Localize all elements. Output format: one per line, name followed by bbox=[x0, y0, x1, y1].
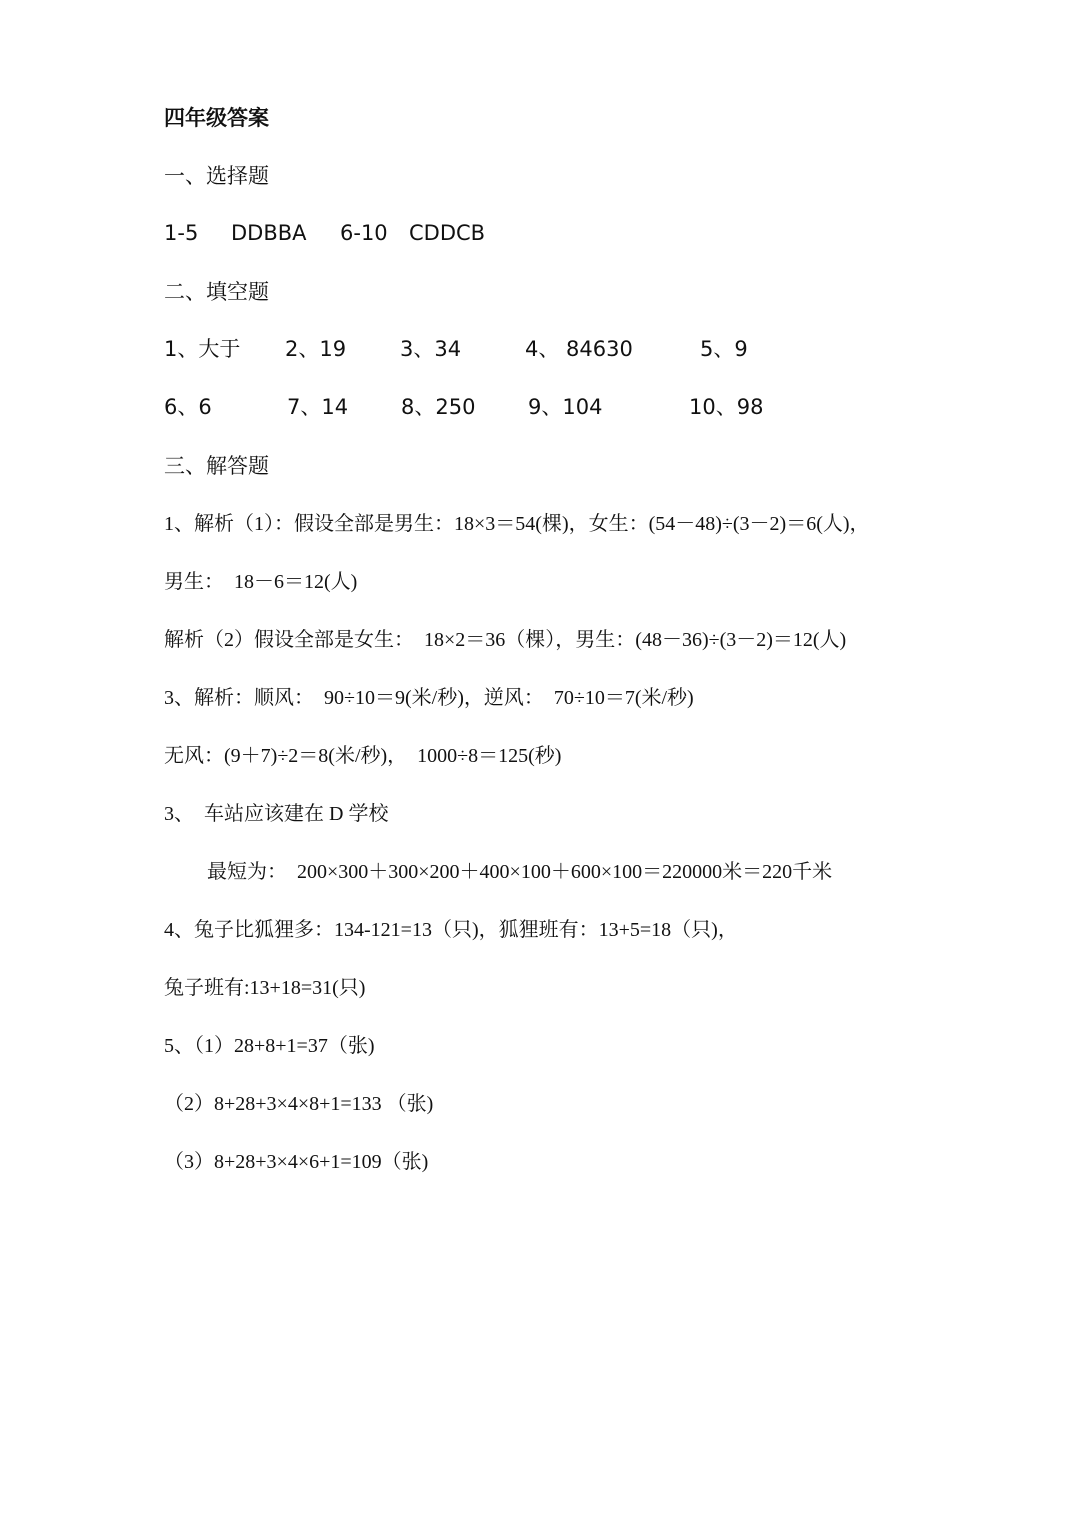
solution-line: 5、（1）28+8+1=37（张) bbox=[164, 1035, 375, 1057]
solution-line: 最短为： 200×300＋300×200＋400×100＋600×100＝220000米＝220千米 bbox=[207, 861, 833, 883]
choice-range-1: 1-5 bbox=[164, 221, 199, 245]
fill-answer: 1、大于 bbox=[164, 337, 241, 361]
fill-answer: 6、6 bbox=[164, 395, 212, 419]
solution-line: （3）8+28+3×4×6+1=109（张) bbox=[164, 1151, 429, 1173]
choice-value-2: CDDCB bbox=[409, 221, 486, 245]
fill-answer: 9、104 bbox=[528, 395, 603, 419]
solution-line: 无风：(9＋7)÷2＝8(米/秒)， 1000÷8＝125(秒) bbox=[164, 745, 562, 767]
section-heading-solve: 三、解答题 bbox=[164, 454, 269, 478]
solution-line: （2）8+28+3×4×8+1=133 （张) bbox=[164, 1093, 434, 1115]
section-heading-fill: 二、填空题 bbox=[164, 280, 269, 304]
solution-line: 4、兔子比狐狸多：134-121=13（只)，狐狸班有：13+5=18（只)， bbox=[164, 919, 738, 941]
solution-line: 3、解析：顺风： 90÷10＝9(米/秒)，逆风： 70÷10＝7(米/秒) bbox=[164, 687, 694, 709]
fill-answer: 10、98 bbox=[689, 395, 764, 419]
document-title: 四年级答案 bbox=[164, 106, 269, 130]
solution-line: 男生： 18－6＝12(人) bbox=[164, 571, 358, 593]
solution-line: 3、 车站应该建在 D 学校 bbox=[164, 803, 389, 825]
choice-value-1: DDBBA bbox=[231, 221, 307, 245]
solution-line: 解析（2）假设全部是女生： 18×2＝36（棵），男生：(48－36)÷(3－2)＝12(人) bbox=[164, 629, 847, 651]
fill-answer: 4、 84630 bbox=[525, 337, 633, 361]
solution-line: 1、解析（1）：假设全部是男生：18×3＝54(棵)，女生：(54－48)÷(3－2)＝6(人)， bbox=[164, 513, 870, 535]
fill-answer: 7、14 bbox=[287, 395, 349, 419]
fill-answer: 8、250 bbox=[401, 395, 476, 419]
fill-answer: 3、34 bbox=[400, 337, 462, 361]
fill-answer: 5、9 bbox=[700, 337, 748, 361]
choice-range-2: 6-10 bbox=[340, 221, 388, 245]
section-heading-choice: 一、选择题 bbox=[164, 164, 269, 188]
solution-line: 兔子班有:13+18=31(只) bbox=[164, 977, 366, 999]
fill-answer: 2、19 bbox=[285, 337, 347, 361]
